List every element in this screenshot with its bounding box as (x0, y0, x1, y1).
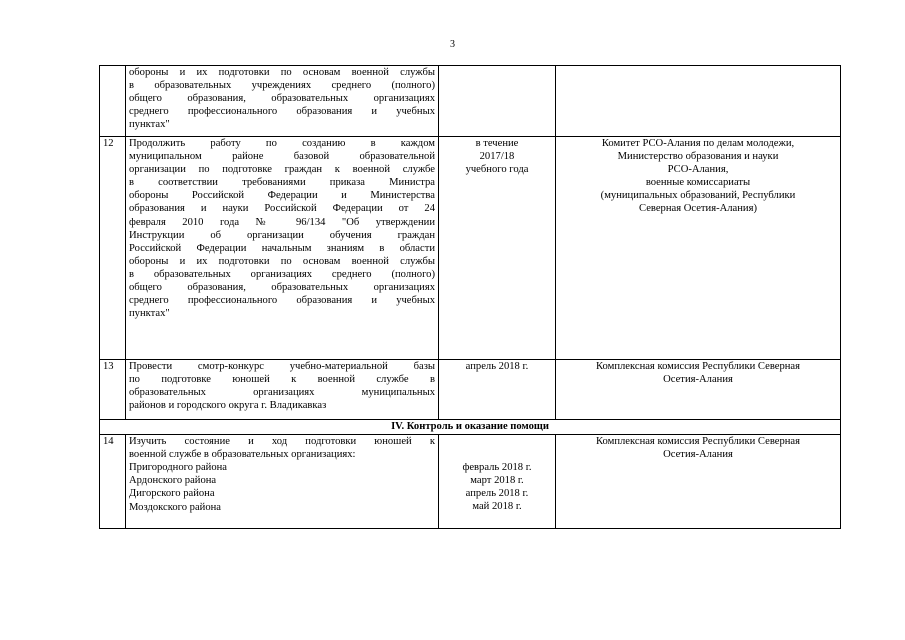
district-item: Дигорского района (129, 488, 215, 500)
page-number: 3 (450, 39, 455, 50)
activity-line: февраля 2010 года № 96/134 "Об утверждении (129, 216, 435, 228)
activity-line: образования и науки Российской Федерации от 24 (129, 203, 435, 215)
activity-line: пунктах" (129, 308, 170, 320)
district-item: Ардонского района (129, 475, 217, 487)
activity-cell (126, 137, 439, 360)
row-number-cell: 14 (100, 435, 126, 529)
deadline-line: 2017/18 (479, 151, 515, 163)
table-row-13 (100, 360, 841, 420)
activity-line: Инструкции об организации обучения граждан (129, 229, 435, 241)
deadline-line: в течение (475, 138, 519, 149)
activity-line: Российской Федерации начальным знаниям в области (129, 242, 435, 254)
measures-table (99, 65, 841, 529)
activity-cell (126, 66, 439, 137)
table-row-continuation (100, 66, 841, 137)
responsible-line: Северная Осетия-Алания) (639, 203, 757, 215)
table-row-12 (100, 137, 841, 360)
activity-line: общего образования, образовательных организациях (129, 93, 435, 105)
row-number-cell: 12 (100, 137, 126, 360)
deadline-line: март 2018 г. (470, 475, 524, 487)
responsible-cell (556, 66, 841, 137)
deadline-cell: апрель 2018 г. (439, 360, 556, 420)
responsible-cell (556, 435, 841, 529)
deadline-cell (439, 137, 556, 360)
responsible-line: Министерство образования и науки (617, 151, 779, 163)
section-header-row (100, 420, 841, 435)
responsible-line: РСО-Алания, (667, 164, 729, 176)
activity-line: пунктах" (129, 119, 170, 131)
district-item: Пригородного района (129, 462, 228, 474)
activity-line: в образовательных организациях среднего (полного) (129, 268, 435, 280)
activity-line: Провести смотр-конкурс учебно-материальной базы (129, 361, 435, 372)
responsible-line: (муниципальных образований, Республики (600, 190, 796, 202)
activity-line: образовательных организациях муниципальных (129, 387, 435, 399)
responsible-cell (556, 360, 841, 420)
deadline-line: май 2018 г. (472, 501, 522, 513)
deadline-cell (439, 435, 556, 529)
activity-line: районов и городского округа г. Владикавказ (129, 400, 327, 412)
responsible-line: Осетия-Алания (663, 374, 733, 386)
activity-line: в соответствии требованиями приказа Министра (129, 177, 435, 189)
activity-line: обороны Российской Федерации и Министерства (129, 190, 435, 202)
section-title: IV. Контроль и оказание помощи (100, 420, 841, 435)
row-number-cell: 13 (100, 360, 126, 420)
activity-line: в образовательных учреждениях среднего (полного) (129, 80, 435, 92)
deadline-line: февраль 2018 г. (462, 462, 532, 474)
deadline-line: учебного года (465, 164, 529, 176)
table-row-14 (100, 435, 841, 529)
activity-line: среднего профессионального образования и учебных (129, 106, 435, 118)
activity-line: организации по подготовке граждан к военной службе (129, 164, 435, 176)
deadline-line: апрель 2018 г. (465, 488, 529, 500)
activity-cell (126, 360, 439, 420)
responsible-line: военные комиссариаты (645, 177, 751, 189)
district-item: Моздокского района (129, 501, 221, 513)
activity-line: Продолжить работу по созданию в каждом (129, 138, 435, 149)
responsible-line: Осетия-Алания (663, 449, 733, 461)
activity-line: по подготовке юношей к военной службе в (129, 374, 435, 386)
responsible-line: Комплексная комиссия Республики Северная (595, 436, 801, 448)
activity-line: обороны и их подготовки по основам военной службы (129, 67, 435, 78)
activity-line: муниципальном районе базовой образовательной (129, 151, 435, 163)
activity-line: среднего профессионального образования и учебных (129, 295, 435, 307)
responsible-line: Комплексная комиссия Республики Северная (595, 361, 801, 372)
activity-line: обороны и их подготовки по основам военной службы (129, 255, 435, 267)
responsible-line: Комитет РСО-Алания по делам молодежи, (601, 138, 795, 149)
activity-line: Изучить состояние и ход подготовки юношей к (129, 436, 435, 448)
activity-cell (126, 435, 439, 529)
deadline-cell (439, 66, 556, 137)
activity-line: общего образования, образовательных организациях (129, 282, 435, 294)
responsible-cell (556, 137, 841, 360)
activity-line: военной службе в образовательных организациях: (129, 449, 356, 461)
row-number-cell (100, 66, 126, 137)
